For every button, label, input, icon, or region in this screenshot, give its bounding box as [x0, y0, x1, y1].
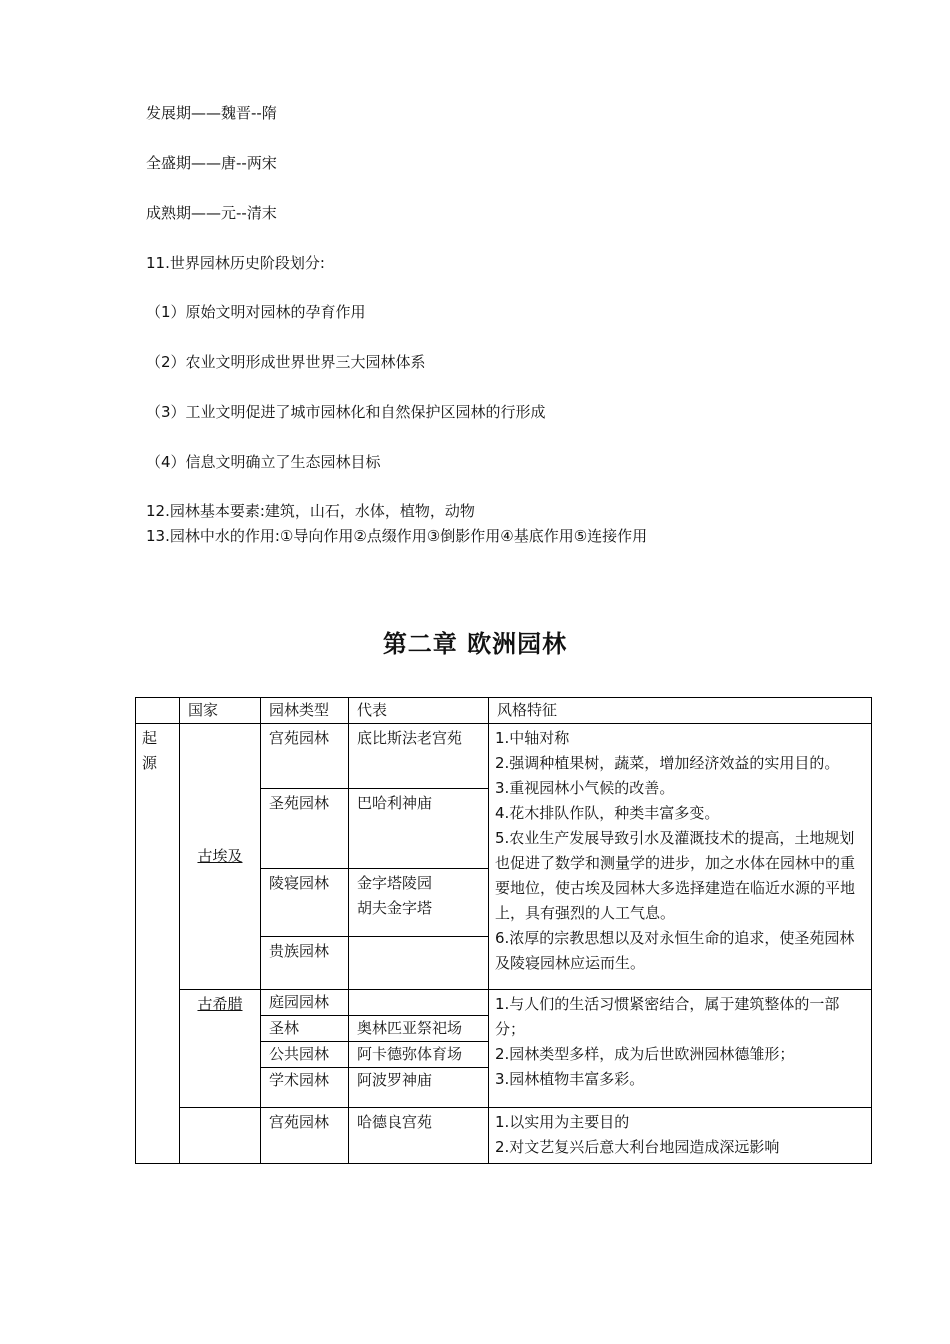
type-cell: 圣林 — [261, 1016, 349, 1042]
chapter-title: 第二章 欧洲园林 — [382, 630, 568, 658]
line-3: 成熟期——元--清末 — [146, 204, 277, 222]
rep-cell: 阿波罗神庙 — [349, 1068, 489, 1108]
rep-cell: 底比斯法老宫苑 — [349, 724, 489, 789]
rep-cell: 奥林匹亚祭祀场 — [349, 1016, 489, 1042]
feature-item: 2.强调种植果树，蔬菜，增加经济效益的实用目的。 — [495, 754, 840, 772]
header-representative: 代表 — [349, 698, 489, 724]
type-cell: 圣苑园林 — [261, 789, 349, 869]
rep-cell: 阿卡德弥体育场 — [349, 1042, 489, 1068]
line-8: （4）信息文明确立了生态园林目标 — [146, 453, 381, 471]
line-9: 12.园林基本要素:建筑，山石，水体，植物，动物 — [146, 502, 475, 520]
europe-garden-table — [135, 697, 872, 1164]
rep-cell: 哈德良宫苑 — [349, 1108, 489, 1164]
type-cell: 陵寝园林 — [261, 869, 349, 937]
table-row — [136, 1108, 872, 1164]
type-cell: 公共园林 — [261, 1042, 349, 1068]
rep-cell — [349, 990, 489, 1016]
origin-label-cell — [136, 724, 180, 1164]
type-cell: 庭园园林 — [261, 990, 349, 1016]
feature-item: 3.重视园林小气候的改善。 — [495, 779, 675, 797]
header-blank — [136, 698, 180, 724]
features-cell-egypt — [489, 724, 872, 990]
feature-item: 4.花木排队作队，种类丰富多变。 — [495, 804, 720, 822]
country-cell-egypt — [180, 724, 261, 990]
table-header-row — [136, 698, 872, 724]
header-garden-type: 园林类型 — [261, 698, 349, 724]
feature-item: 1.与人们的生活习惯紧密结合，属于建筑整体的一部分； — [495, 995, 840, 1038]
table-row — [136, 724, 872, 789]
header-country: 国家 — [180, 698, 261, 724]
feature-item: 2.对文艺复兴后意大利台地园造成深远影响 — [495, 1138, 780, 1156]
type-cell: 宫苑园林 — [261, 1108, 349, 1164]
feature-item: 1.中轴对称 — [495, 729, 570, 747]
country-egypt: 古埃及 — [197, 847, 243, 865]
feature-item: 5.农业生产发展导致引水及灌溉技术的提高，土地规划也促进了数学和测量学的进步，加之水体在园林中的重要地位，使古埃及园林大多选择建造在临近水源的平地上，具有强烈的人工气息。 — [495, 829, 856, 922]
type-cell: 贵族园林 — [261, 937, 349, 990]
feature-item: 3.园林植物丰富多彩。 — [495, 1070, 645, 1088]
type-cell: 宫苑园林 — [261, 724, 349, 789]
rep-line: 胡夫金字塔 — [357, 899, 433, 917]
line-7: （3）工业文明促进了城市园林化和自然保护区园林的行形成 — [146, 403, 546, 421]
type-cell: 学术园林 — [261, 1068, 349, 1108]
country-greece: 古希腊 — [197, 995, 243, 1013]
features-cell-greece — [489, 990, 872, 1108]
rep-cell: 巴哈利神庙 — [349, 789, 489, 869]
line-10: 13.园林中水的作用:①导向作用②点缀作用③倒影作用④基底作用⑤连接作用 — [146, 527, 648, 545]
feature-item: 6.浓厚的宗教思想以及对永恒生命的追求，使圣苑园林及陵寝园林应运而生。 — [495, 929, 855, 972]
origin-label-2: 源 — [142, 754, 158, 772]
features-cell-rome — [489, 1108, 872, 1164]
line-1: 发展期——魏晋--隋 — [146, 104, 277, 122]
rep-cell — [349, 869, 489, 937]
line-6: （2）农业文明形成世界世界三大园林体系 — [146, 353, 426, 371]
rep-cell — [349, 937, 489, 990]
header-style-features: 风格特征 — [489, 698, 872, 724]
feature-item: 1.以实用为主要目的 — [495, 1113, 630, 1131]
country-cell-greece — [180, 990, 261, 1108]
line-5: （1）原始文明对园林的孕育作用 — [146, 303, 366, 321]
country-cell-rome — [180, 1108, 261, 1164]
feature-item: 2.园林类型多样，成为后世欧洲园林德雏形； — [495, 1045, 795, 1063]
line-2: 全盛期——唐--两宋 — [146, 154, 277, 172]
line-4: 11.世界园林历史阶段划分: — [146, 254, 325, 272]
table-row — [136, 990, 872, 1016]
rep-line: 金字塔陵园 — [357, 874, 433, 892]
origin-label-1: 起 — [142, 729, 158, 747]
